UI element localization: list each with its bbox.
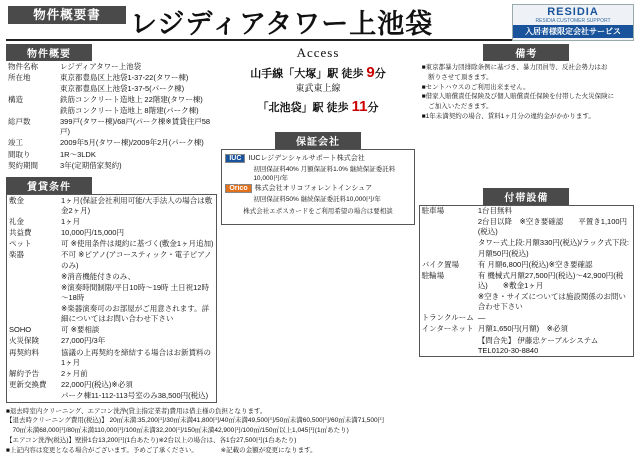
facility-table — [420, 206, 633, 357]
table-row — [7, 228, 216, 239]
row-value: パーク棟11-112-113号室のみ38,500円(税込) — [61, 391, 209, 400]
table-row — [7, 336, 216, 347]
row-value: 2009年5月(タワー棟)/2009年2月(パーク棟) — [60, 138, 204, 148]
row-value: 有 機械式月額27,500円(税込)～42,900円(税込) ※敷金1ヶ月 — [477, 270, 624, 290]
table-row — [420, 206, 633, 217]
row-key: 礼金 — [9, 217, 24, 226]
row-value: 2ヶ月前 — [61, 368, 88, 378]
row-value: 鉄筋コンクリート造地上 8階建(パーク棟) — [60, 106, 199, 115]
row-key — [6, 83, 58, 94]
row-key: 火災保険 — [9, 336, 39, 346]
section-facility-title: 付帯設備 — [483, 188, 569, 205]
row-key — [7, 282, 59, 303]
table-row — [6, 72, 217, 83]
table-row — [420, 270, 633, 291]
table-row — [6, 138, 217, 149]
facility-box — [419, 205, 634, 358]
row-value: 1台目無料 — [477, 206, 512, 215]
footer-line: ■退去時室内クリーニング、エアコン洗浄(貸主指定業者)費用は借主様の負担となります。 — [6, 407, 267, 415]
access-station-2: 「北池袋」 — [257, 102, 313, 114]
left-column — [6, 44, 217, 403]
table-row — [420, 238, 633, 259]
brand-badge — [512, 4, 634, 41]
section-rent-title: 賃貸条件 — [6, 177, 92, 194]
footer-line: ■上記内容は変更となる場合がございます。予めご了承ください。 ※記載の金額が変更になります。 — [6, 446, 317, 454]
row-value: 可 ※要相談 — [61, 325, 100, 335]
document-type-label: 物件概要書 — [8, 6, 126, 24]
row-value: 月額1,650円(月額) ※必須 — [477, 324, 568, 334]
row-key: 更新交換費 — [9, 379, 47, 389]
footer-line: 【エアコン洗浄(税込)】壁掛1台13,200円(1台あたり)※2台以上の場合は、各1台27,500円(1台あたり) — [6, 436, 297, 444]
table-row — [420, 313, 633, 324]
access-heading: Access — [296, 45, 340, 60]
table-row — [7, 347, 216, 368]
remarks-line: ■1年未満契約の場合、賃料1ヶ月分の違約金がかかります。 — [421, 112, 595, 120]
footer-line: 【退去時クリーニング費用(税込)】 20㎡未満:35,200円/30㎡未満41,800円/40㎡未満49,500円/50㎡未満60,500円/60㎡未満71,500円 — [6, 417, 385, 425]
row-key: 楽器 — [9, 250, 24, 260]
overview-rows — [6, 61, 217, 171]
row-value: ※消音機能付きのみ、 — [61, 271, 136, 281]
middle-column — [221, 44, 414, 403]
orico-logo-icon: Orico — [225, 184, 251, 193]
footer-notes — [6, 407, 634, 455]
table-row — [7, 325, 216, 336]
row-key — [420, 238, 476, 259]
table-row — [7, 304, 216, 325]
row-key: ペット — [9, 239, 32, 249]
table-row — [6, 117, 217, 138]
table-row — [7, 217, 216, 228]
table-row — [6, 83, 217, 94]
table-row — [420, 259, 633, 270]
row-value: ※空き・サイズについては施設関係のお問い合わせ下さい — [477, 292, 626, 312]
remarks-box — [419, 61, 634, 124]
access-line-pre: 山手線 — [250, 68, 284, 80]
content-columns — [6, 44, 634, 403]
row-value: 10,000円/15,000円 — [61, 228, 124, 238]
row-key: 共益費 — [9, 228, 32, 238]
row-key — [7, 271, 59, 282]
table-row — [7, 271, 216, 282]
row-key: 構造 — [8, 94, 23, 104]
remarks-line: 断りさせて頂きます。 — [421, 73, 493, 81]
remarks-line: ■東京都暴力団排除条例に基づき、暴力団員等、反社会勢力はお — [421, 64, 608, 71]
row-value: 東京都豊島区上池袋1-37-22(タワー棟) — [60, 72, 189, 82]
row-value: 2台目以降 ※空き要確認 平置き1,100円(税込) — [477, 217, 628, 237]
row-value: ― — [477, 313, 486, 323]
row-key: 駐輪場 — [421, 270, 445, 280]
remarks-line: ■セントハウスのご利用出来ません。 — [421, 83, 530, 91]
row-value: 1ヶ月 — [61, 217, 81, 226]
row-key: 竣工 — [8, 138, 23, 148]
guarantee-item-2 — [225, 183, 410, 193]
row-key — [7, 391, 59, 402]
guarantee-box — [221, 149, 414, 225]
brand-name: RESIDIA — [547, 6, 599, 18]
row-value: 東京都豊島区上池袋1-37-5(パーク棟) — [60, 83, 185, 93]
access-line-2 — [221, 98, 414, 115]
table-row — [420, 324, 633, 335]
access-minutes-unit-1: 分 — [374, 68, 386, 80]
guarantee-company-2: 株式会社オリコフォレントインシュア — [254, 185, 373, 192]
row-key: 解約予告 — [9, 368, 39, 378]
footer-line: 70㎡未満68,000円/80㎡未満110,000円/100㎡未満32,200円/150㎡未満42,900円/100㎡/150㎡以上1,045円(1㎡あたり) — [6, 427, 349, 435]
row-key: 駐車場 — [421, 206, 445, 215]
row-key: 所在地 — [8, 72, 31, 82]
table-row — [420, 292, 633, 313]
facility-rows — [420, 206, 633, 357]
row-key — [7, 304, 59, 325]
table-row — [6, 61, 217, 72]
guarantee-fee-2: 初回保証料50% 継続保証委託料10,000円/年 — [253, 196, 381, 203]
table-row — [6, 149, 217, 160]
row-key: 敷金 — [9, 195, 24, 205]
row-key: 間取り — [8, 149, 31, 159]
table-row — [7, 239, 216, 250]
row-key: インターネット — [421, 324, 474, 334]
row-key — [6, 106, 58, 117]
remarks-line: ■借家人賠償責任保険及び個人賠償責任保険を付帯した火災保険に — [421, 93, 615, 101]
document-header — [6, 4, 634, 38]
row-key: 契約期間 — [8, 160, 38, 170]
row-key — [420, 292, 476, 313]
row-value: 27,000円/3年 — [61, 336, 106, 346]
section-overview-title: 物件概要 — [6, 44, 92, 61]
remarks-line: ご加入いただきます。 — [421, 103, 493, 110]
table-row — [420, 217, 633, 238]
access-minutes-2: 11 — [351, 98, 368, 115]
row-value: 399戸(タワー棟)/68戸(パーク棟※賃貸住戸58戸) — [60, 117, 211, 137]
table-row — [7, 195, 216, 216]
table-row — [6, 106, 217, 117]
iuc-logo-icon: IUC — [225, 154, 245, 163]
row-value: レジディアタワー上池袋 — [60, 61, 142, 71]
row-value: 可 ※使用条件は規約に基づく(敷金1ヶ月追加) — [61, 239, 214, 249]
rent-table — [7, 195, 216, 401]
row-value: ※楽器演奏可のお部屋がご用意されます。詳細についてはお問い合わせ下さい — [61, 304, 210, 324]
table-row — [420, 335, 633, 356]
row-key: 物件名称 — [8, 61, 38, 71]
access-walk-label-2: 駅 徒歩 — [312, 102, 349, 114]
table-row — [6, 94, 217, 105]
row-value: ※演奏時間制限/平日10時～19時 土日祝12時～18時 — [61, 282, 209, 302]
access-walk-label-1: 駅 徒歩 — [327, 68, 364, 80]
brand-service-label: 入居者様限定会社サービス — [513, 25, 633, 38]
row-key — [420, 217, 476, 238]
brand-subtitle: RESIDIA CUSTOMER SUPPORT — [535, 18, 611, 24]
access-minutes-1: 9 — [366, 64, 375, 81]
row-key: トランクルーム — [421, 313, 474, 323]
row-key: バイク置場 — [421, 259, 460, 269]
row-value: 1R～3LDK — [60, 149, 96, 159]
row-key: 総戸数 — [8, 117, 31, 127]
row-value: 有 月額6,800円(税込)※空き要確認 — [477, 259, 593, 269]
overview-table — [6, 61, 217, 171]
table-row — [7, 379, 216, 390]
table-row — [7, 282, 216, 303]
row-value: タワー式上段:月額330円(税込)/ラック式下段:月額50円(税込) — [477, 238, 629, 258]
rent-conditions-box — [6, 194, 217, 402]
row-value: 【問合先】 伊藤忠ケーブルシステム TEL0120-30-8840 — [477, 335, 606, 355]
row-value: 協議の上再契約を締結する場合はお新賃料の1ヶ月 — [61, 347, 211, 367]
guarantee-item-1 — [225, 153, 410, 163]
row-value: 1ヶ月(保証会社利用可能/大手法人の場合は敷金2ヶ月) — [61, 195, 213, 215]
right-column — [419, 44, 634, 403]
row-value: 22,000円(税込)※必須 — [61, 379, 133, 389]
access-minutes-unit-2: 分 — [367, 102, 379, 114]
guarantee-fee-1: 初回保証料40% 月額保証料1.0% 継続保証委託料10,000円/年 — [253, 166, 396, 182]
row-value: 不可 ※ピアノ(アコースティック・電子ピアノのみ) — [61, 250, 212, 270]
row-key — [420, 335, 476, 356]
guarantee-company-1: IUCレジデンシャルサポート株式会社 — [248, 155, 365, 162]
access-line-1-sub: 東武東上線 — [295, 83, 341, 93]
row-value: 3年(定期借家契約) — [60, 160, 122, 170]
table-row — [6, 160, 217, 171]
table-row — [7, 368, 216, 379]
section-guarantee-title: 保証会社 — [275, 132, 361, 149]
section-remarks-title: 備考 — [483, 44, 569, 61]
guarantee-note: 株式会社エポスカードをご利用希望の場合は要相談 — [243, 208, 393, 215]
rent-rows — [7, 195, 216, 401]
table-row — [7, 250, 216, 271]
table-row — [7, 391, 216, 402]
access-station-1: 「大塚」 — [283, 68, 328, 80]
row-value: 鉄筋コンクリート造地上 22階建(タワー棟) — [60, 94, 203, 104]
building-name-title: レジディアタワー上池袋 — [130, 9, 434, 39]
row-key: 再契約料 — [9, 347, 39, 357]
access-line-1 — [221, 64, 414, 81]
row-key: SOHO — [9, 325, 32, 335]
